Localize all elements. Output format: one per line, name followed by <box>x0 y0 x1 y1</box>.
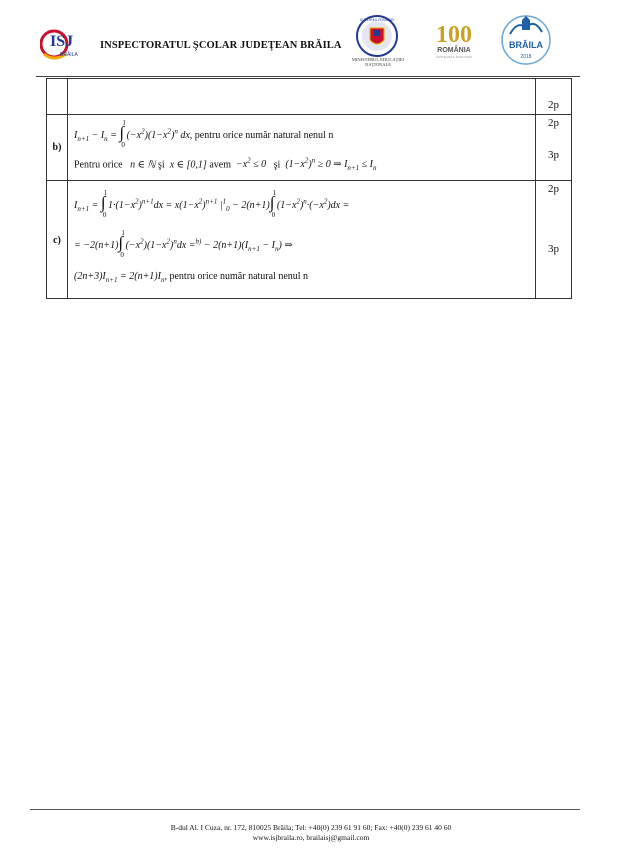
formula-c-3-suffix: , pentru orice număr natural nenul n <box>164 271 309 282</box>
label-cell-a <box>47 79 68 115</box>
label-c: c) <box>53 235 61 246</box>
formula-c-3: $(2n+3)I_{n+1} = 2(n+1)I_n$, pentru orice număr natural nenul n <box>74 271 309 284</box>
formula-b-2-prefix: Pentru orice <box>74 159 123 171</box>
page-footer <box>0 823 622 843</box>
solution-cell-b <box>68 115 536 181</box>
label-cell-b <box>47 115 68 181</box>
solution-cell-a <box>68 79 536 115</box>
footer-web: www.isjbraila.ro, brailaisj@gmail.com <box>252 833 370 842</box>
table-row-c <box>47 181 572 299</box>
centenar-logo <box>422 18 486 62</box>
formula-b-2-mid2: avem <box>209 159 231 171</box>
centenar-text: ROMÂNIA <box>437 47 471 54</box>
formula-c-1: $I_{n+1}$ = ∫ 1 0 $1\cdot(1-x^2)^{n+1}dx = x(1-x^2)^{n+1}$ $|^1_0 - 2(n+1)\int$ 1 0 $(1-x^2)^n\cdot(-x^2)dx$ = <box>74 189 350 219</box>
label-cell-c <box>47 181 68 299</box>
score-cell-a <box>536 79 572 115</box>
header-title: INSPECTORATUL ŞCOLAR JUDEŢEAN BRĂILA <box>100 40 342 51</box>
braila-logo <box>496 14 556 66</box>
isj-logo-sub: BRĂILA <box>60 52 78 58</box>
isj-logo-text: ISJ <box>50 33 74 50</box>
formula-b-1: $I_{n+1} - I_n$ = ∫ 1 0 $(-x^2)(1-x^2)^n$ dx, pentru orice număr natural nenul n <box>74 119 334 149</box>
formula-c-2: = −2(n+1)∫ 1 0 $(-x^2)(1-x^2)^ndx =^{b)} - 2(n+1)(I_{n+1} - I_n)$ ⇒ <box>74 229 293 259</box>
score-b-1: 2p <box>548 117 559 129</box>
braila-logo-year: 2018 <box>520 54 532 60</box>
score-c-2: 3p <box>548 243 559 255</box>
formula-b-2-mid3: şi <box>273 159 281 171</box>
footer-rule <box>30 809 580 810</box>
score-b-2: 3p <box>548 149 559 161</box>
gov-caption: MINISTERUL EDUCAŢIEI NAŢIONALE <box>351 57 405 67</box>
centenar-sub: CENTENARUL MARII UNIRI <box>436 55 472 59</box>
page-header <box>0 0 622 80</box>
formula-b-2-mid1: şi <box>158 159 165 171</box>
table-row-b <box>47 115 572 181</box>
score-cell-b <box>536 115 572 181</box>
isj-logo <box>40 24 86 64</box>
score-cell-c <box>536 181 572 299</box>
grading-table <box>46 78 572 299</box>
formula-b-1-suffix: , pentru orice număr natural nenul n <box>189 130 334 141</box>
header-rule <box>36 76 580 77</box>
braila-logo-text: BRĂILA <box>509 40 543 50</box>
table-row-a <box>47 79 572 115</box>
footer-address: B-dul Al. I Cuza, nr. 172, 810025 Brăila; Tel: +40(0) 239 61 91 60; Fax: +40(0) 239 61 40 60 <box>170 823 452 832</box>
ref-mark-b: b) <box>195 237 202 246</box>
label-b: b) <box>52 142 62 153</box>
score-c-1: 2p <box>548 183 559 195</box>
gov-logo-text: GUVERNUL ROMÂNIEI <box>359 18 395 22</box>
centenar-number: 100 <box>436 22 472 48</box>
formula-b-2: Pentru orice n ∈ ℕ şi x ∈ [0,1] avem $-x^2 \le 0$ şi $(1-x^2)^n \ge 0$ ⇒ $I_{n+1} \le I_n$ <box>74 157 377 173</box>
solution-cell-c <box>68 181 536 299</box>
score-a: 2p <box>548 99 559 111</box>
